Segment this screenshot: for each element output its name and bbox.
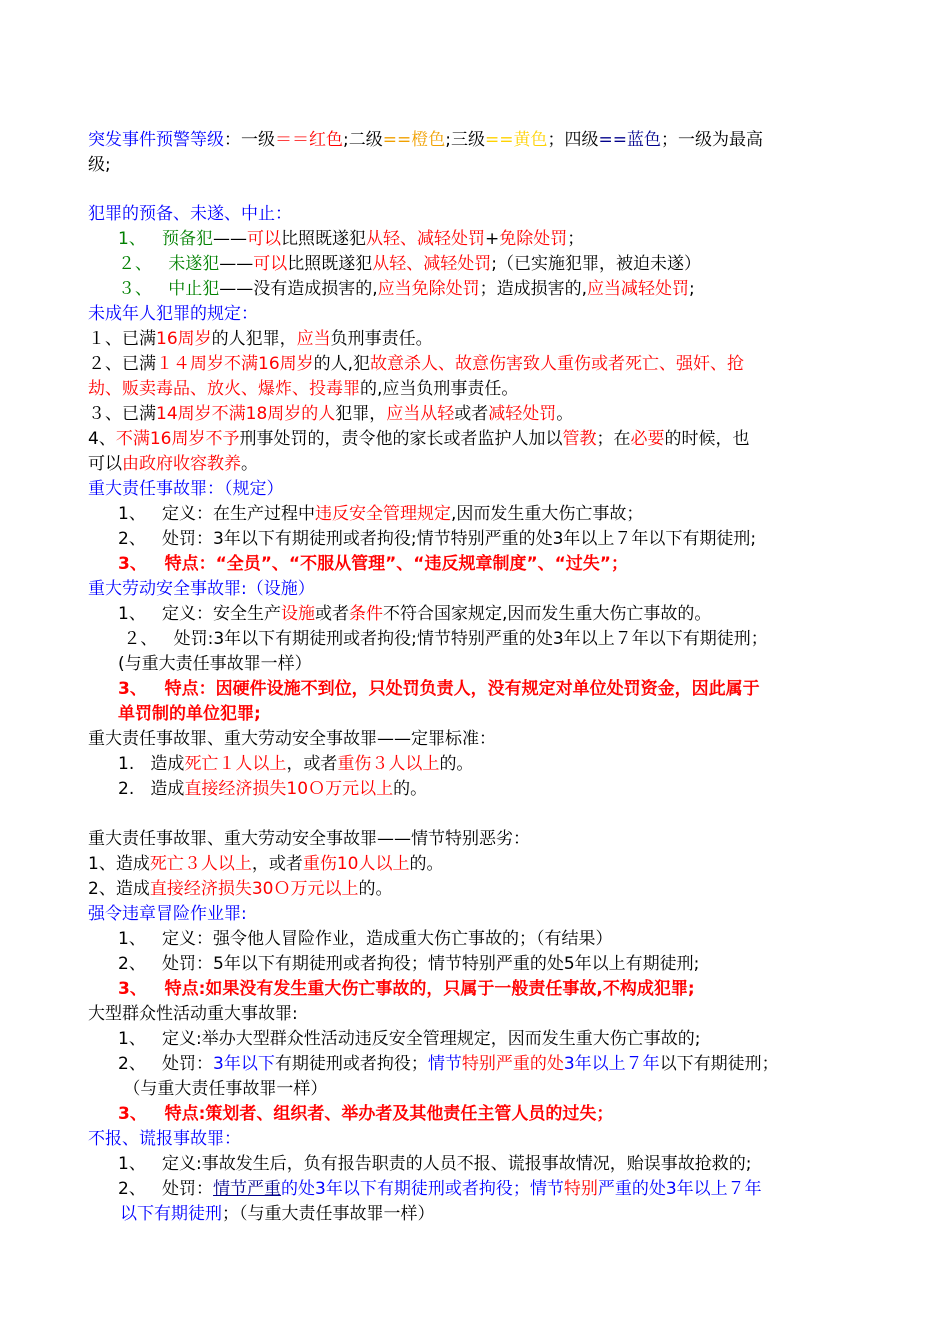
text-run: 负刑事责任。 (330, 329, 433, 349)
text-run: 重伤３人以上 (337, 754, 440, 774)
text-run: 级; (88, 155, 111, 175)
text-run: 刑事处罚的，责令他的家长或者监护人加以 (239, 429, 563, 449)
text-run: 减轻处罚 (488, 404, 557, 424)
text-run: 犯罪， (335, 404, 387, 424)
text-run: —— (219, 254, 254, 274)
minors-rule-4-cont (88, 452, 258, 476)
text-run: ；四级 (547, 130, 599, 150)
heading-mass-event (88, 1002, 298, 1026)
text-run: 应当从轻 (386, 404, 455, 424)
text-run: 可以 (253, 254, 288, 274)
text-run: 死亡３人以上 (149, 854, 252, 874)
text-run: 。 (241, 454, 258, 474)
text-run: ３、已满 (88, 404, 156, 424)
conviction-standard-2 (118, 777, 427, 801)
text-run: 从轻、减轻处罚 (366, 229, 486, 249)
text-run: 2. 造成 (118, 779, 185, 799)
text-run: 比照既遂犯 (281, 229, 367, 249)
text-run: (与重大责任事故罪一样） (118, 654, 312, 674)
text-run: 重大责任事故罪、重大劳动安全事故罪——情节特别恶劣： (88, 829, 530, 849)
text-run: 2、 处罚：3年以下有期徒刑或者拘役;情节特别严重的处3年以上７年以下有期徒刑; (118, 529, 757, 549)
major-liability-penalty (118, 527, 756, 551)
text-run: 重大劳动安全事故罪:（设施） (88, 579, 315, 599)
text-run: 3、 特点:如果没有发生重大伤亡事故的，只属于一般责任事故,不构成犯罪; (118, 979, 695, 999)
text-run: 1. 造成 (118, 754, 185, 774)
text-run: 应当减轻处罚 (587, 279, 690, 299)
aggravated-2 (88, 877, 392, 901)
forced-violation-feature (118, 977, 695, 1001)
text-run: ：一级 (224, 130, 275, 150)
text-run: 3年以上７年 (563, 1054, 660, 1074)
text-run: ——没有造成损害的, (219, 279, 378, 299)
text-run: 重大责任事故罪、重大劳动安全事故罪——定罪标准： (88, 729, 496, 749)
text-run: 的。 (358, 879, 393, 899)
labor-safety-definition (118, 602, 711, 626)
text-run: 的处3年以下有期徒刑或者拘役； (281, 1179, 530, 1199)
text-run: ；一级为最高 (660, 130, 763, 150)
mass-event-penalty-cont (118, 1077, 327, 1101)
text-run: 不符合国家规定,因而发生重大伤亡事故的。 (383, 604, 712, 624)
text-run: 不报、谎报事故罪： (88, 1129, 241, 1149)
text-run: ＝＝红色 (275, 130, 343, 150)
text-run: ； (567, 229, 585, 249)
text-run: 的。 (409, 854, 444, 874)
text-run: 2、 处罚： (118, 1054, 214, 1074)
text-run: 以下有期徒刑 (120, 1204, 222, 1224)
heading-non-reporting (88, 1127, 241, 1151)
text-run: ３、 中止犯 (118, 279, 220, 299)
text-run: 情节严重 (213, 1179, 282, 1199)
aggravated-heading (88, 827, 530, 851)
text-run: ；在 (596, 429, 631, 449)
text-run: ；造成损害的, (479, 279, 588, 299)
major-liability-feature (118, 552, 628, 576)
text-run: 1、 定义：强令他人冒险作业，造成重大伤亡事故的；（有结果） (118, 929, 613, 949)
text-run: 1、 定义：在生产过程中 (118, 504, 316, 524)
mass-event-feature (118, 1102, 613, 1126)
conviction-standard-heading (88, 727, 496, 751)
minors-rule-2 (88, 352, 744, 376)
text-run: 3、 特点：“全员”、“不服从管理”、“违反规章制度”、“过失”； (118, 554, 628, 574)
text-run: 大型群众性活动重大事故罪: (88, 1004, 298, 1024)
text-run: ==黄色 (484, 130, 548, 150)
text-run: 特别 (563, 1179, 598, 1199)
heading-minors (88, 302, 258, 326)
text-run: 以下有期徒刑； (659, 1054, 779, 1074)
text-run: 免除处罚 (499, 229, 568, 249)
text-run: 3、 特点:策划者、组织者、举办者及其他责任主管人员的过失； (118, 1104, 614, 1124)
text-run: 14周岁不满18周岁的人 (156, 404, 336, 424)
text-run: ,因而发生重大伤亡事故； (451, 504, 644, 524)
text-run: 突发事件预警等级 (88, 130, 224, 150)
heading-major-liability (88, 477, 284, 501)
text-run: １、已满 (88, 329, 156, 349)
text-run: 未成年人犯罪的规定 (88, 304, 241, 324)
text-run: 重伤10人以上 (302, 854, 410, 874)
text-run: 违反安全管理规定 (315, 504, 452, 524)
text-run: 或者 (454, 404, 489, 424)
text-run: ；（与重大责任事故罪一样） (222, 1204, 435, 1224)
minors-rule-3 (88, 402, 573, 426)
text-run: 严重的处3年以上７年 (597, 1179, 762, 1199)
text-run: 的。 (439, 754, 474, 774)
item-attempt (118, 252, 701, 276)
text-run: 强令违章冒险作业罪: (88, 904, 247, 924)
labor-safety-penalty-cont (118, 652, 312, 676)
text-run: ，或者 (286, 754, 338, 774)
text-run: 设施 (281, 604, 316, 624)
text-run: 直接经济损失30Ｏ万元以上 (149, 879, 359, 899)
labor-safety-feature-cont (118, 702, 261, 726)
text-run: 的人,犯 (313, 354, 371, 374)
text-run: 或者 (315, 604, 350, 624)
text-run: ; (689, 279, 695, 299)
non-reporting-definition (118, 1152, 751, 1176)
text-run: 2、 处罚： (118, 1179, 214, 1199)
text-run: 1、 定义：安全生产 (118, 604, 282, 624)
major-liability-definition (118, 502, 643, 526)
text-run: 从轻、减轻处罚 (372, 254, 492, 274)
text-run: 情节 (529, 1179, 564, 1199)
labor-safety-feature (118, 677, 760, 701)
text-run: + (485, 229, 500, 249)
labor-safety-penalty (118, 627, 768, 651)
text-run: 1、 定义:举办大型群众性活动违反安全管理规定，因而发生重大伤亡事故的; (118, 1029, 701, 1049)
text-run: １４周岁不满16周岁 (156, 354, 314, 374)
text-run: 死亡１人以上 (184, 754, 287, 774)
text-run: 条件 (349, 604, 384, 624)
text-run: 1、 定义:事故发生后，负有报告职责的人员不报、谎报事故情况，贻误事故抢救的; (118, 1154, 752, 1174)
text-run: ==蓝色 (598, 130, 661, 150)
text-run: 的人犯罪， (211, 329, 297, 349)
mass-event-penalty (118, 1052, 779, 1076)
text-run: 重大责任事故罪：（规定） (88, 479, 284, 499)
text-run: 直接经济损失10Ｏ万元以上 (184, 779, 394, 799)
item-suspension (118, 277, 695, 301)
text-run: ： (241, 304, 258, 324)
text-run: 1、造成 (88, 854, 150, 874)
text-run: 犯罪的预备、未遂、中止： (88, 204, 292, 224)
text-run: 应当免除处罚 (377, 279, 480, 299)
forced-violation-penalty (118, 952, 699, 976)
text-run: ;（已实施犯罪，被迫未遂） (491, 254, 701, 274)
text-run: 劫、贩卖毒品、放火、爆炸、投毒罪 (88, 379, 360, 399)
minors-rule-4 (88, 427, 749, 451)
mass-event-definition (118, 1027, 700, 1051)
text-run: —— (213, 229, 248, 249)
text-run: 故意杀人、故意伤害致人重伤或者死亡、强奸、抢 (370, 354, 745, 374)
text-run: 16周岁 (156, 329, 212, 349)
text-run: 应当 (296, 329, 331, 349)
text-run: 3、 特点：因硬件设施不到位，只处罚负责人，没有规定对单位处罚资金，因此属于 (118, 679, 760, 699)
text-run: 必要 (630, 429, 665, 449)
text-run: ２、 处罚:3年以下有期徒刑或者拘役;情节特别严重的处3年以上７年以下有期徒刑； (118, 629, 768, 649)
text-run: 2、 处罚：5年以下有期徒刑或者拘役；情节特别严重的处5年以上有期徒刑; (118, 954, 700, 974)
text-run: ; (254, 704, 261, 724)
heading-forced-violation (88, 902, 247, 926)
text-run: 的,应当负刑事责任。 (360, 379, 519, 399)
text-run: 单罚制的单位犯罪 (118, 704, 254, 724)
text-run: ２、已满 (88, 354, 156, 374)
text-run: 4、 (88, 429, 116, 449)
heading-labor-safety (88, 577, 315, 601)
text-run: 由政府收容教养 (122, 454, 241, 474)
conviction-standard-1 (118, 752, 473, 776)
heading-preparation (88, 202, 292, 226)
text-run: 。 (556, 404, 574, 424)
text-run: 不满16周岁不予 (115, 429, 240, 449)
warning-levels-line (88, 128, 763, 152)
non-reporting-penalty-cont (120, 1202, 435, 1226)
text-run: 的时候，也 (664, 429, 750, 449)
item-preparation (118, 227, 584, 251)
text-run: 情节 (427, 1054, 462, 1074)
text-run: ;二级 (343, 130, 383, 150)
text-run: 特别严重的处 (461, 1054, 564, 1074)
text-run: ;三级 (445, 130, 485, 150)
text-run: 比照既遂犯 (287, 254, 373, 274)
text-run: 2、造成 (88, 879, 150, 899)
aggravated-1 (88, 852, 443, 876)
text-run: 的。 (393, 779, 428, 799)
text-run: 可以 (247, 229, 282, 249)
text-run: 可以 (88, 454, 122, 474)
text-run: ，或者 (251, 854, 303, 874)
text-run: ==橙色 (382, 130, 446, 150)
text-run: （与重大责任事故罪一样） (118, 1079, 328, 1099)
forced-violation-definition (118, 927, 613, 951)
text-run: 3年以下 (213, 1054, 275, 1074)
minors-rule-2-cont (88, 377, 518, 401)
text-run: 管教 (562, 429, 597, 449)
text-run: 1、 预备犯 (118, 229, 214, 249)
warning-levels-line-cont (88, 153, 111, 177)
text-run: 有期徒刑或者拘役； (274, 1054, 428, 1074)
minors-rule-1 (88, 327, 433, 351)
non-reporting-penalty (118, 1177, 762, 1201)
text-run: ２、 未遂犯 (118, 254, 220, 274)
